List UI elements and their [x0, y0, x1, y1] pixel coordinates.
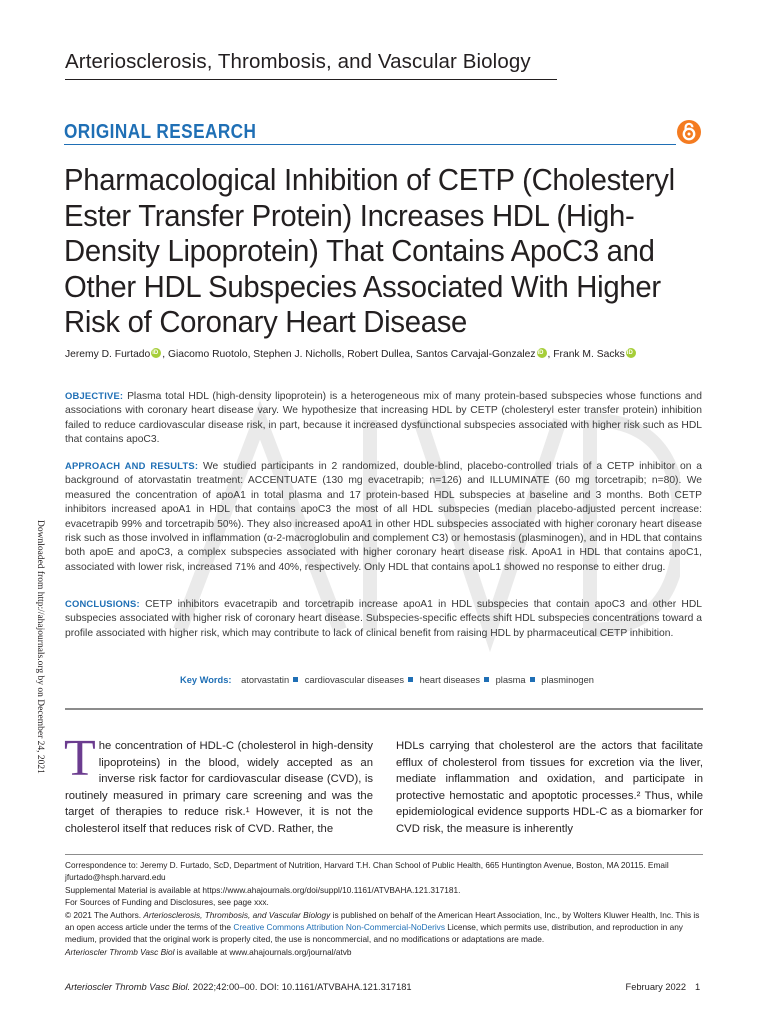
keyword-separator-icon	[530, 677, 535, 682]
abstract-approach	[65, 459, 702, 575]
download-side-note: Downloaded from http://ahajournals.org by on December 24, 2021	[35, 520, 45, 774]
copyright-suffix: License, which permits use, distribution, and reproduction in any medium, provided that the original work is properly cited, the use is noncommercial, and no modifications or adaptations are made.	[65, 922, 683, 945]
footer-date: February 2022	[625, 982, 686, 992]
keyword-separator-icon	[484, 677, 489, 682]
author-name[interactable]: Santos Carvajal-Gonzalez	[415, 349, 536, 360]
abstract-conclusions-text: CETP inhibitors evacetrapib and torcetrapib increase apoA1 in HDL subspecies that contain apoC3 and other HDL subspecies associated with higher risk of coronary heart disease. Subspecies-specific effects shift HDL subspecies concentrations toward a profile associated with higher risk, which may contribute to lack of clinical benefit from raising HDL by pharmaceutical CETP inhibition.	[65, 599, 702, 639]
orcid-icon[interactable]	[151, 348, 161, 358]
keywords-label: Key Words:	[180, 675, 232, 685]
abstract-conclusions-label: CONCLUSIONS:	[65, 598, 140, 609]
author-name[interactable]: Giacomo Ruotolo	[168, 349, 248, 360]
availability-note	[65, 946, 705, 958]
orcid-icon[interactable]	[626, 348, 636, 358]
footnote-divider	[65, 854, 703, 855]
intro-left-text: he concentration of HDL-C (cholesterol in high-density lipoproteins) in the blood, widely accepted as an inverse risk factor for cardiovascular disease (CVD), is routinely measured in primary care screening and was the target of therapies to reduce risk.¹ However, it is not the cholesterol itself that reduces risk of CVD. Rather, the	[65, 740, 373, 835]
intro-right-text: HDLs carrying that cholesterol are the actors that facilitate efflux of cholesterol from tissues for excretion via the liver, mediate inflammation and oxidation, and participate in protective hemostatic and apoptotic processes.² Thus, while epidemiological evidence supports HDL-C as a biomarker for CVD risk, the measure is inherently	[396, 740, 703, 835]
abstract-objective	[65, 389, 702, 448]
intro-column-right	[396, 738, 703, 838]
intro-column-left	[64, 730, 373, 838]
author-name[interactable]: Robert Dullea	[347, 349, 411, 360]
intro-divider	[65, 708, 703, 710]
citation-journal: Arterioscler Thromb Vasc Biol.	[65, 982, 191, 992]
abstract-conclusions	[65, 597, 702, 641]
abstract-objective-text: Plasma total HDL (high-density lipoprotein) is a heterogeneous mix of many protein-based subspecies whose functions and associations with coronary heart disease vary. We hypothesize that increasing HDL by CETP (cholesteryl ester transfer protein) inhibition failed to reduce cardiovascular disease risk, in part, because it increased dysfunctional subspecies associated with higher risk such as HDL that contains apoC3.	[65, 391, 702, 446]
footnotes	[65, 859, 705, 958]
author-name[interactable]: Jeremy D. Furtado	[65, 349, 151, 360]
article-title: Pharmacological Inhibition of CETP (Cholesteryl Ester Transfer Protein) Increases HDL (High-Density Lipoprotein) That Contains ApoC3 and Other HDL Subspecies Associated With Higher Risk of Coronary Heart Disease	[64, 163, 675, 339]
journal-title: Arteriosclerosis, Thrombosis, and Vascular Biology	[65, 50, 531, 73]
abstract-approach-text: We studied participants in 2 randomized, double-blind, placebo-controlled trials of a CETP inhibitor on a background of atorvastatin treatment: ACCENTUATE (130 mg evacetrapib; n=126) and ILLUMINATE (60 mg torcetrapib; n=80). We measured the concentration of apoA1 in total plasma and 17 protein-based HDL subspecies at baseline and 3 months. Both CETP inhibitors increased apoA1 in HDL that contains apoC3 the most of all HDL subspecies (median placebo-adjusted percent increase: evacetrapib 99% and torcetrapib 50%). They also increased apoA1 in other HDL subspecies associated with higher coronary heart disease risk such as those involved in inflammation (α-2-macroglobulin and complement C3) or hemostasis (plasminogen), and in HDL that contains both apoE and apoC3, a complex subspecies associated with higher coronary heart disease risk. ApoA1 in HDL that contains apoC1, associated with lower risk, increased 71% and 40%, respectively. Only HDL that contains apoL1 showed no response to either drug.	[65, 461, 702, 573]
keyword-item[interactable]: heart diseases	[419, 675, 481, 685]
open-access-icon[interactable]	[677, 120, 701, 144]
keyword-item[interactable]: cardiovascular diseases	[304, 675, 404, 685]
section-rule	[64, 144, 676, 145]
funding-note: For Sources of Funding and Disclosures, see page xxx.	[65, 897, 269, 908]
copyright-middle: is published on behalf of the American Heart Association, Inc., by Wolters Kluwer Health, Inc. This is an open access article under the terms of the	[65, 909, 700, 933]
abstract-objective-label: OBJECTIVE:	[65, 390, 124, 401]
keyword-separator-icon	[408, 677, 413, 682]
keyword-item[interactable]: atorvastatin	[241, 675, 290, 685]
copyright-prefix: © 2021 The Authors.	[65, 909, 144, 920]
author-name[interactable]: Stephen J. Nicholls	[253, 349, 342, 360]
page-number: 1	[695, 982, 701, 992]
keyword-item[interactable]: plasma	[495, 675, 526, 685]
orcid-icon[interactable]	[537, 348, 547, 358]
section-label: ORIGINAL RESEARCH	[64, 121, 257, 143]
drop-cap: T	[64, 730, 96, 787]
correspondence-note: Correspondence to: Jeremy D. Furtado, ScD, Department of Nutrition, Harvard T.H. Chan School of Public Health, 665 Huntington Avenue, Boston, MA 20115. Email jfurtado@hsph.harvard.edu	[65, 860, 669, 883]
copyright-note	[65, 909, 705, 946]
keyword-separator-icon	[293, 677, 298, 682]
availability-journal: Arterioscler Thromb Vasc Biol	[65, 946, 175, 957]
supplemental-note: Supplemental Material is available at https://www.ahajournals.org/doi/suppl/10.1161/ATVBAHA.121.317181.	[65, 884, 461, 895]
keyword-item[interactable]: plasminogen	[541, 675, 594, 685]
citation-details: 2022;42:00–00. DOI: 10.1161/ATVBAHA.121.317181	[190, 982, 412, 992]
abstract-approach-label: APPROACH AND RESULTS:	[65, 460, 199, 471]
copyright-journal: Arteriosclerosis, Thrombosis, and Vascular Biology	[143, 909, 331, 920]
availability-text: is available at www.ahajournals.org/journal/atvb	[174, 946, 352, 957]
keywords	[180, 675, 594, 685]
journal-title-rule	[65, 79, 557, 80]
running-footer-citation	[65, 982, 412, 992]
author-name[interactable]: Frank M. Sacks	[553, 349, 625, 360]
author-list: Jeremy D. FurtadoiD , Giacomo Ruotolo, Stephen J. Nicholls, Robert Dullea, Santos Carvajal-GonzaleziD , Frank M. SacksiD	[65, 348, 715, 360]
license-link[interactable]: Creative Commons Attribution Non-Commercial-NoDerivs	[233, 922, 445, 933]
